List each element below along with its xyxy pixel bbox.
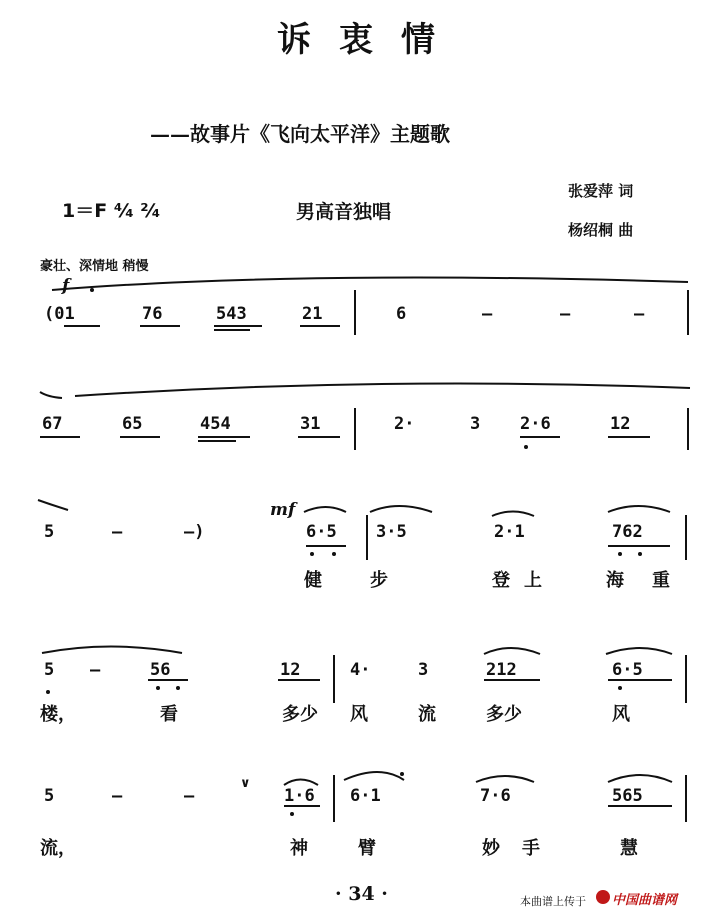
key-signature: 1＝F ⁴⁄₄ ²⁄₄ <box>62 200 161 222</box>
lyric: 妙 <box>482 838 500 859</box>
note-dash: — <box>482 304 493 324</box>
octave-dot <box>90 288 94 292</box>
slur <box>42 647 182 654</box>
note-group: 3·5 <box>376 522 407 542</box>
dynamic-marking: f <box>62 276 70 296</box>
site-name: 中国曲谱网 <box>612 893 678 908</box>
slur <box>370 506 432 512</box>
lyric: 楼， <box>40 704 76 725</box>
slur <box>40 392 62 398</box>
note-group: 7·6 <box>480 786 511 806</box>
slur <box>608 506 670 512</box>
lyric: 流 <box>418 704 436 725</box>
note-dash: — <box>112 786 123 806</box>
page-number: · 34 · <box>335 883 388 905</box>
octave-dot <box>524 445 528 449</box>
note-group: (01 <box>44 304 75 324</box>
note-group: 2·6 <box>520 414 551 434</box>
lyric: 看 <box>160 704 178 725</box>
slur <box>484 648 540 654</box>
slur <box>606 648 672 654</box>
note-group: 12 <box>610 414 631 434</box>
octave-dot <box>400 772 404 776</box>
tempo-marking: 豪壮、深情地 稍慢 <box>40 259 149 274</box>
note-group: 762 <box>612 522 643 542</box>
lyric: 多少 <box>486 704 522 725</box>
octave-dot <box>332 552 336 556</box>
note-group: 454 <box>200 414 231 434</box>
lyric: 海 <box>606 570 624 591</box>
slur <box>52 278 688 291</box>
upload-note: 本曲谱上传于 <box>520 895 586 908</box>
note-group: 67 <box>42 414 63 434</box>
lyric: 手 <box>522 838 540 859</box>
note-group: 76 <box>142 304 163 324</box>
note-dash: — <box>90 660 101 680</box>
slur <box>304 507 346 512</box>
note-group: 6·1 <box>350 786 381 806</box>
note-group: 2· <box>394 414 415 434</box>
octave-dot <box>618 552 622 556</box>
note-group: 12 <box>280 660 301 680</box>
note-dash: — <box>560 304 571 324</box>
note-group: 565 <box>612 786 643 806</box>
octave-dot <box>618 686 622 690</box>
lyric: 健 <box>304 570 322 591</box>
lyric: 登 <box>492 570 510 591</box>
note-group: 31 <box>300 414 321 434</box>
slur <box>344 772 404 780</box>
note-group: 3 <box>418 660 429 680</box>
slur <box>492 512 534 517</box>
slur <box>38 500 68 510</box>
site-logo-icon <box>596 890 610 904</box>
note-group: 212 <box>486 660 517 680</box>
lyric: 风 <box>612 704 630 725</box>
note-group: 3 <box>470 414 481 434</box>
composer-credit: 杨绍桐 曲 <box>568 221 634 239</box>
lyric: 风 <box>350 704 368 725</box>
note-group: 6 <box>396 304 407 324</box>
song-title: 诉衷情 <box>277 20 463 60</box>
octave-dot <box>176 686 180 690</box>
note-group: 5 <box>44 660 55 680</box>
note-group: 4· <box>350 660 371 680</box>
note-group: 1·6 <box>284 786 315 806</box>
note-group: 5 <box>44 786 55 806</box>
lyric: 臂 <box>358 838 376 859</box>
lyric: 神 <box>290 838 308 859</box>
lyric: 流， <box>40 838 76 859</box>
lyric: 重 <box>652 570 670 591</box>
octave-dot <box>156 686 160 690</box>
song-subtitle: ——故事片《飞向太平洋》主题歌 <box>150 122 450 146</box>
note-dash: — <box>184 786 195 806</box>
note-group: 2·1 <box>494 522 525 542</box>
note-group: 543 <box>216 304 247 324</box>
note-group: 6·5 <box>612 660 643 680</box>
breath-mark: ∨ <box>240 776 251 791</box>
lyric: 步 <box>370 570 388 591</box>
slur <box>75 384 690 397</box>
octave-dot <box>310 552 314 556</box>
octave-dot <box>638 552 642 556</box>
slur <box>284 780 318 786</box>
dynamic-marking: mf <box>270 500 296 520</box>
note-group: 5 <box>44 522 55 542</box>
note-dash: — <box>112 522 123 542</box>
lyricist-credit: 张爱萍 词 <box>568 182 634 200</box>
lyric: 上 <box>524 570 542 591</box>
octave-dot <box>46 690 50 694</box>
lyric: 多少 <box>282 704 318 725</box>
note-dash: — <box>634 304 645 324</box>
slur <box>608 775 672 782</box>
note-dash: —) <box>184 522 205 542</box>
note-group: 6·5 <box>306 522 337 542</box>
voice-type: 男高音独唱 <box>296 201 392 223</box>
lyric: 慧 <box>620 838 638 859</box>
note-group: 56 <box>150 660 171 680</box>
note-group: 65 <box>122 414 143 434</box>
octave-dot <box>290 812 294 816</box>
note-group: 21 <box>302 304 323 324</box>
slur <box>476 776 534 782</box>
